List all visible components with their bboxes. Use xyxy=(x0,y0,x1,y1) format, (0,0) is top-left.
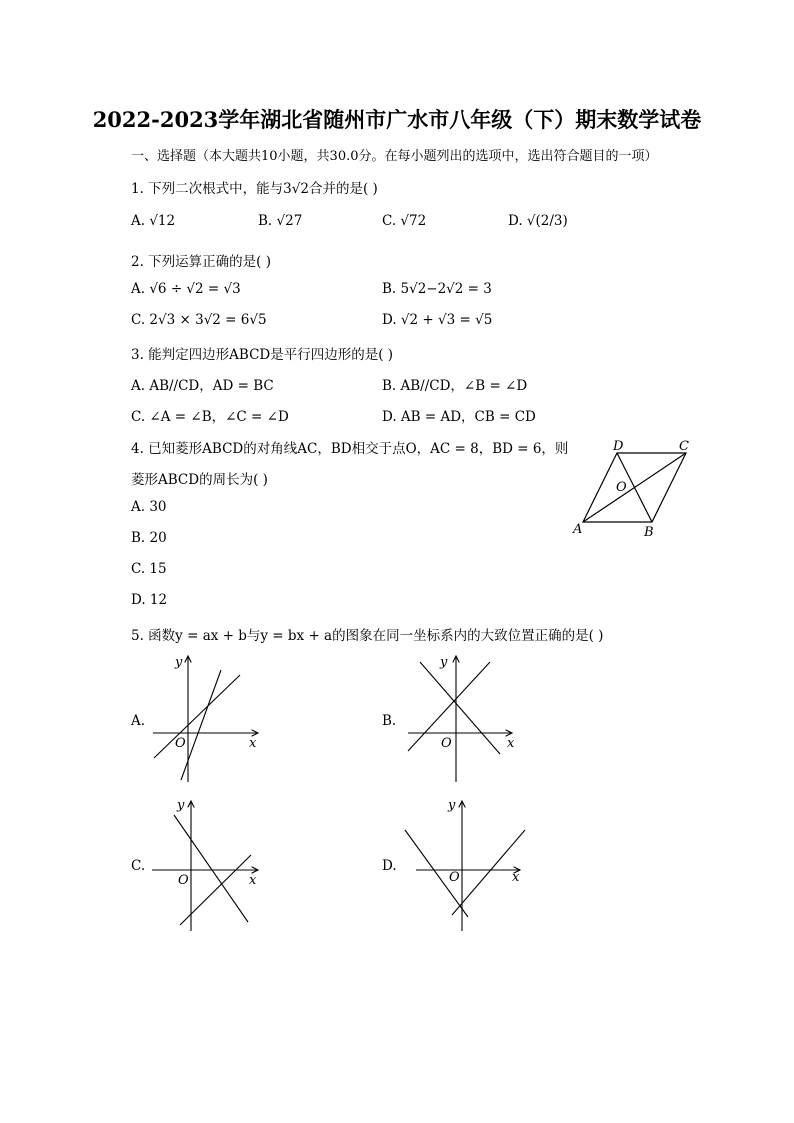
center-label-o: O xyxy=(616,480,627,495)
origin-label: O xyxy=(441,736,452,751)
question-2-stem: 2. 下列运算正确的是( ) xyxy=(131,254,271,270)
question-2-option-a: A. √6 ÷ √2 = √3 xyxy=(131,281,241,297)
graph-option-b xyxy=(400,650,522,785)
y-axis-label: y xyxy=(175,655,183,670)
x-axis-label: x xyxy=(512,870,520,885)
line-2 xyxy=(420,662,500,754)
page-title: 2022-2023学年湖北省随州市广水市八年级（下）期末数学试卷 xyxy=(92,107,702,132)
question-1-option-a: A. √12 xyxy=(131,213,176,229)
question-4-option-d: D. 12 xyxy=(131,592,168,608)
origin-label: O xyxy=(449,870,460,885)
question-4-option-a: A. 30 xyxy=(131,499,167,515)
y-axis-label: y xyxy=(177,798,185,813)
question-5-option-d: D. xyxy=(382,858,397,874)
x-axis-label: x xyxy=(507,736,515,751)
line-2 xyxy=(181,670,221,780)
y-axis-label: y xyxy=(448,798,456,813)
question-1-option-d: D. √(2/3) xyxy=(508,213,568,229)
question-5-option-c: C. xyxy=(131,858,146,874)
question-1-stem: 1. 下列二次根式中，能与3√2合并的是( ) xyxy=(131,181,378,197)
question-2-option-b: B. 5√2−2√2 = 3 xyxy=(382,281,492,297)
question-5-stem: 5. 函数y = ax + b与y = bx + a的图象在同一坐标系内的大致位置正确的是( ) xyxy=(131,628,604,644)
question-1-option-c: C. √72 xyxy=(382,213,427,229)
vertex-label-c: C xyxy=(679,439,689,454)
section-heading: 一、选择题（本大题共10小题，共30.0分。在每小题列出的选项中，选出符合题目的一项） xyxy=(131,149,658,164)
question-3-option-c: C. ∠A = ∠B，∠C = ∠D xyxy=(131,409,289,425)
question-4-stem-line2: 菱形ABCD的周长为( ) xyxy=(131,472,268,488)
rhombus-figure xyxy=(565,436,700,541)
question-5-option-b: B. xyxy=(382,713,397,729)
question-3-option-d: D. AB = AD，CB = CD xyxy=(382,409,536,425)
question-3-option-a: A. AB//CD，AD = BC xyxy=(131,378,274,394)
question-5-option-a: A. xyxy=(131,713,146,729)
question-1-option-b: B. √27 xyxy=(258,213,303,229)
x-axis-label: x xyxy=(249,736,257,751)
vertex-label-a: A xyxy=(573,522,583,537)
question-4-option-c: C. 15 xyxy=(131,561,167,577)
question-4-option-b: B. 20 xyxy=(131,530,167,546)
question-4-stem-line1: 4. 已知菱形ABCD的对角线AC，BD相交于点O，AC = 8，BD = 6，则 xyxy=(131,441,569,457)
question-2-option-c: C. 2√3 × 3√2 = 6√5 xyxy=(131,312,267,328)
line-1 xyxy=(154,675,240,758)
origin-label: O xyxy=(175,736,186,751)
graph-option-c xyxy=(148,797,266,934)
question-3-option-b: B. AB//CD，∠B = ∠D xyxy=(382,378,528,394)
vertex-label-b: B xyxy=(644,525,654,540)
y-axis-label: y xyxy=(440,655,448,670)
question-3-stem: 3. 能判定四边形ABCD是平行四边形的是( ) xyxy=(131,347,394,363)
graph-option-a xyxy=(148,650,266,785)
vertex-label-d: D xyxy=(613,439,624,454)
question-2-option-d: D. √2 + √3 = √5 xyxy=(382,312,493,328)
origin-label: O xyxy=(178,873,189,888)
graph-option-d xyxy=(400,797,530,934)
x-axis-label: x xyxy=(249,873,257,888)
